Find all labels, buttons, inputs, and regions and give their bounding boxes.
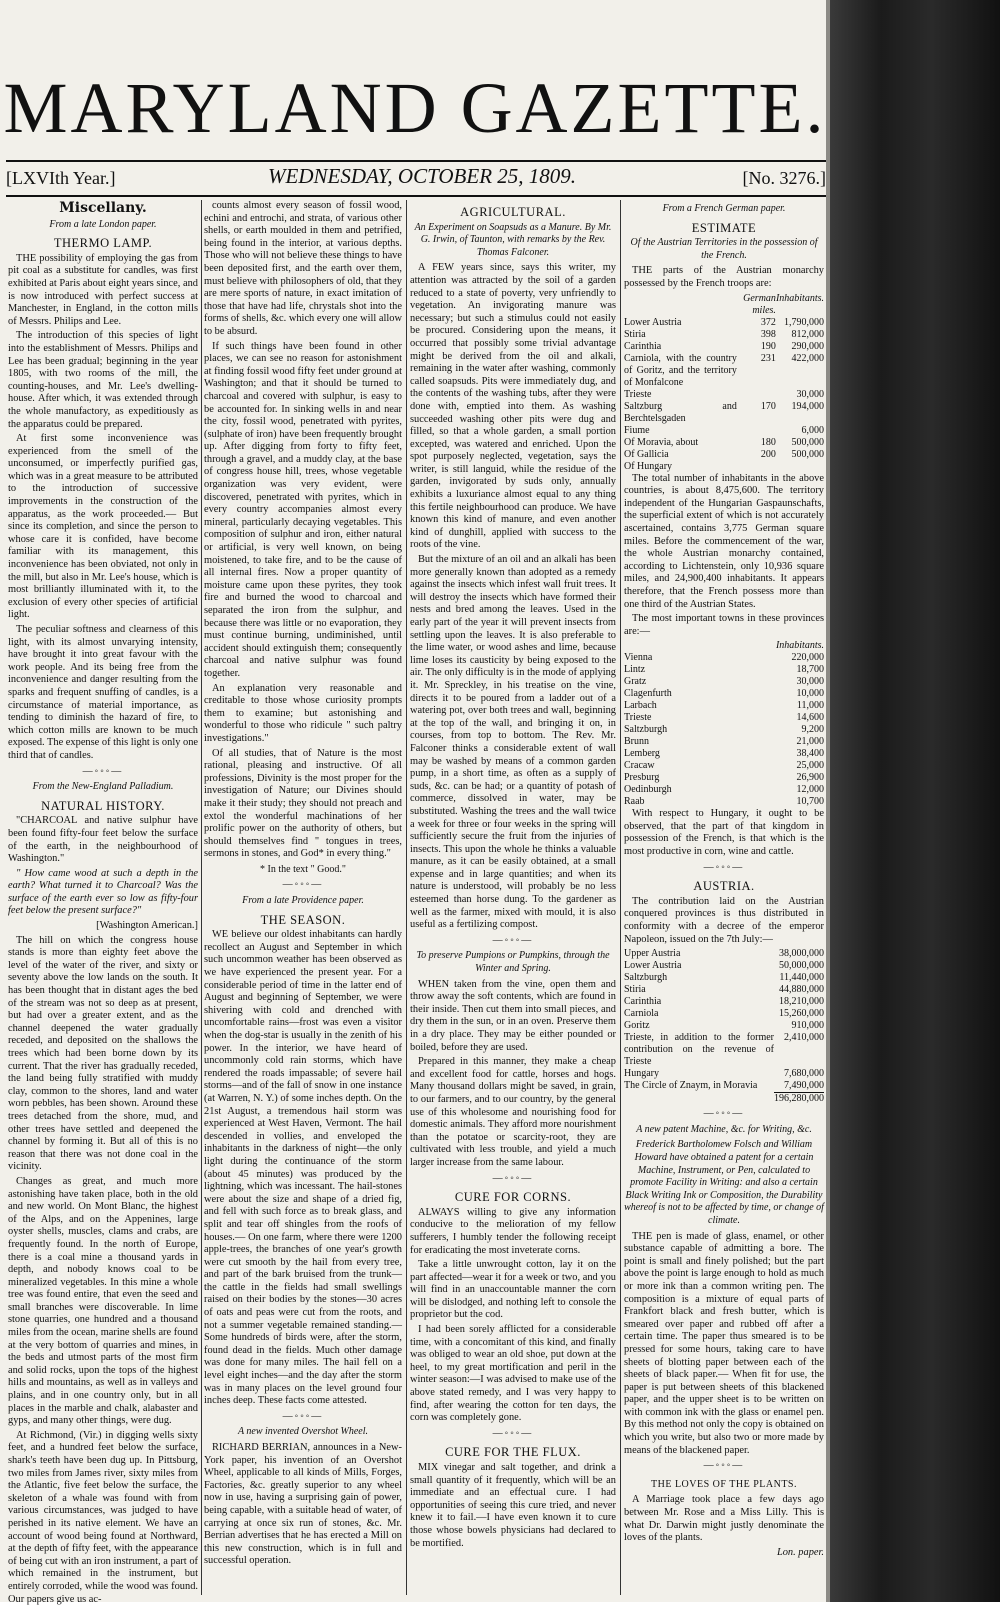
article-paragraph: Take a little unwrought cotton, lay it on the part affected—wear it for a week or two, and you will find in an unaccountable manner the corn will be dislodged, and nothing left to console the proprietor but the cod. (410, 1259, 616, 1321)
contribution-table (624, 948, 824, 1105)
section-separator: —◦◦◦— (82, 765, 124, 777)
table-cell: 372 (760, 316, 776, 328)
table-cell: 26,900 (796, 772, 824, 784)
table-cell: 11,440,000 (779, 972, 824, 984)
article-signature: Lon. paper. (776, 1546, 824, 1558)
column-2 (204, 200, 402, 1595)
table-cell: 10,000 (796, 688, 824, 700)
table-cell: 25,000 (796, 760, 824, 772)
table-row (624, 1093, 824, 1106)
article-title: AGRICULTURAL. (460, 205, 566, 219)
table-cell: Clagenfurth (624, 688, 672, 700)
table-row (624, 948, 824, 960)
table-row (624, 796, 824, 808)
table-cell: 38,400 (796, 748, 824, 760)
article-title: ESTIMATE (691, 220, 757, 235)
article-subtitle: Of the Austrian Territories in the possession of the French. (630, 237, 818, 261)
table-cell: Carniola (624, 1008, 659, 1020)
table-row (624, 425, 824, 437)
table-cell: 290,000 (791, 340, 824, 352)
footnote: * In the text " Good." (260, 863, 346, 875)
table-cell: Stiria (624, 984, 646, 996)
article-paragraph: Of all studies, that of Nature is the most rational, pleasing and instructive. Of all professions, Divinity is the most proper for the investigation of Nature; our Divines should make it their study; they should not preach and extol the wonderful machinations of her prolific power on the authority of others, but should themselves find " tongues in trees, sermons in stones, and God* in every thing." (204, 747, 402, 860)
table-row (624, 724, 824, 736)
table-cell: Lemberg (624, 748, 660, 760)
section-heading-miscellany: Miscellany. (59, 200, 147, 216)
section-separator: —◦◦◦— (703, 861, 745, 873)
article-paragraph: WE believe our oldest inhabitants can hardly recollect an August and September in which such uncommon weather has been observed as we have experienced the present year. For a considerable period of time in the latter end of August and beginning of September, we were shivering with cold and drenched with uncomfortable rains—frost was even a visitor when the dog-star is usually in the zenith of his power. In the interior, we have heard of uncommonly cold rain storms, which have rendered the roads impassable; of severe hail storms—and of the fall of snow in one instance (at Warren, N. Y.) of some inches depth. On the 21st August, a tremendous hail storm was experienced at West Haven, Vermont. The hail descended in vollies, and enveloped the inhabitants in the darkness of night—the only light during the continuance of the storm (about 45 minutes) was produced by the lightning, which was incessant. The hail-stones were about the size and shape of a dried fig, and fell with such force as to break glass, and split and tear off shingles from the roofs of houses.— On one farm, where there were 1200 apple-trees, the branches of one year's growth were cut smooth by the hail from every tree, and part of the bark bruised from the trunk—the cattle in the fields had small swellings raised on their bodies by the stones—30 acres of oats and peas were cut from the roots, and not a summer vegetable remained standing.— Some hundreds of birds were, after the storm, found dead in the fields. Much other damage was done for many miles. The hail fell on a level eight inches—and the day after the storm was in many places on the level ground four inches deep. These facts come attested. (204, 929, 402, 1407)
table-row (624, 353, 824, 389)
article-title: CURE FOR CORNS. (454, 1190, 572, 1205)
table-row (624, 1080, 824, 1093)
article-paragraph: The most important towns in these provinces are:— (624, 613, 824, 637)
table-cell: 2,410,000 (784, 1032, 824, 1044)
table-cell: Gratz (624, 676, 647, 688)
table-cell: 200 (760, 448, 776, 460)
table-row (624, 996, 824, 1008)
table-cell: 422,000 (791, 352, 824, 364)
table-row (624, 401, 824, 425)
table-cell: 500,000 (791, 436, 824, 448)
table-row (624, 664, 824, 676)
section-separator: —◦◦◦— (703, 1108, 745, 1120)
table-row (624, 712, 824, 724)
article-paragraph: MIX vinegar and salt together, and drink a small quantity of it frequently, which will be an immediate and an effectual cure. I had opportunities of seeing this cure tried, and never knew it to fail.—I have even known it to cure those whose bowels physicians had declared to be mortified. (410, 1462, 616, 1549)
table-cell: Fiume (624, 424, 650, 436)
table-cell (624, 1093, 774, 1106)
table-cell: The Circle of Znaym, in Moravia (624, 1080, 758, 1092)
table-cell: 7,680,000 (784, 1068, 824, 1080)
article-source: From a late Providence paper. (242, 895, 364, 907)
table-row (624, 784, 824, 796)
table-header-inhabitants: Inhabitants. (775, 292, 824, 304)
table-cell: 220,000 (791, 652, 824, 664)
table-row (624, 700, 824, 712)
article-source: From the New-England Palladium. (32, 781, 174, 793)
table-cell: 910,000 (791, 1020, 824, 1032)
table-cell: Upper Austria (624, 948, 681, 960)
table-cell: Lower Austria (624, 316, 682, 328)
table-cell: 15,260,000 (779, 1008, 824, 1020)
table-cell: 21,000 (796, 736, 824, 748)
table-cell: 44,880,000 (779, 984, 824, 996)
article-subtitle: To preserve Pumpions or Pumpkins, through the Winter and Spring. (416, 950, 610, 975)
table-cell: Brunn (624, 736, 649, 748)
table-cell: 1,790,000 (784, 316, 824, 328)
masthead-title: MARYLAND GAZETTE. (3, 68, 827, 148)
table-cell: Vienna (624, 652, 653, 664)
article-paragraph: counts almost every season of fossil wood, echini and entrochi, and strata, of various other shells, or earth moulded in them and petrified, being found in the interior, at various depths. Those who will not believe these things to have been deposited first, and the earth over them, must believe with philosophers of old, that they are mere sports of nature, in exact imitation of those that have had life, chrystals shot into the forms of shells, &c. which every one will allow to be absurd. (204, 200, 402, 337)
article-paragraph: The peculiar softness and clearness of this light, with its almost unvarying intensity, have brought it into great favour with the work people. And its being free from the inconvenience and danger resulting from the sparks and frequent snuffing of candles, is a circumstance of material importance, as tending to diminish the hazard of fire, to which cotton mills are known to be much exposed. The expense of this light is only one third that of candles. (8, 624, 198, 761)
article-paragraph: Prepared in this manner, they make a cheap and excellent food for cattle, horses and hogs. Many thousand dollars might be saved, in grain, to our farmers, and to our country, by the general use of this wholesome and nourishing food for domestic animals. They afford more nourishment than the potatoe or scarcity-root, they are cultivated with less trouble, and yield a much larger increase from the same labour. (410, 1056, 616, 1168)
article-paragraph: RICHARD BERRIAN, announces in a New-York paper, his invention of an Overshot Wheel, applicable to all kinds of Mills, Forges, Factories, &c. greatly superior to any wheel now in use, having a surprising gain of power, being capable, with a suitable head of water, of carrying at once six run of stones, &c. Mr. Berrian advertises that he has erected a Mill on this new construction, which is in full and successful operation. (204, 1442, 402, 1567)
table-row (624, 972, 824, 984)
table-cell: Larbach (624, 700, 657, 712)
article-paragraph: If such things have been found in other places, we can see no reason for astonishment at finding fossil wood fifty feet under ground at Washington; and that it should be turned to charcoal and covered with sulphur, is easy to be accounted for. In sinking wells in and near the city, fossil wood, penetrated with pyrites, (sulphate of iron) have been frequently brought up. After digging from forty to fifty feet, through a gravel, and a muddy clay, at the base of congress house hill, trees, whose vegetable organization was very evident, were discovered, penetrated with pyrites, which in every country accompanies almost every mineral, particularly decaying vegetables. This composition of sulphur and iron, either natural or artificial, is very well known, on being moistened, to take fire, and to be the cause of all internal fires. Now a proper quantity of moisture came upon these pyrites, they took fire and burned the wood to charcoal and separated the iron from the sulphur, and because there was little or no evaporation, they must continue burning, undiminished, until accident should extinguish them; consequently charcoal and native sulphur was found together. (204, 340, 402, 679)
issue-number: [No. 3276.] (742, 168, 826, 188)
table-cell: Trieste (624, 712, 652, 724)
article-paragraph: An explanation very reasonable and creditable to those whose curiosity prompts them to examine; but astonishing and wonderful to those who ridicule " such paltry investigations." (204, 682, 402, 744)
table-cell: Trieste, in addition to the former contribution on the revenue of Trieste (624, 1032, 774, 1068)
table-cell: 194,000 (791, 400, 824, 412)
table-row (624, 760, 824, 772)
column-divider-3 (620, 200, 621, 1595)
article-paragraph: The hill on which the congress house stands is more than eighty feet above the level of the water of the river, and sixty or seventy above the low lands on the south. It has been thought that in distant ages the bed of the stream was not so deep as at present, but had over a greater extent, and as the channel deepened the water gradually receded, and deposited on the shallows the trees which had been borne down by its current. That the river has gradually receded, the land being fully stratified with muddy clay, common to the shores, land and water worn pebbles, has been shown. Around these trees detached from the shore, mud, and other trees have settled and deepened the channel by forming it. But all of this is no reason that there was not done coal in the vicinity. (8, 934, 198, 1173)
article-paragraph: A FEW years since, says this writer, my attention was attracted by the soil of a garden reduced to a state of poverty, very unfriendly to vegetation. An invigorating manure was necessary; but such a stimulus could not easily be procured. Considering upon the means, it occurred that possibly some trivial advantage might be derived from the oil and alkali, remaining in the water after washing, commonly called soapsuds. Pits were immediately dug, and the contents of the washing tubs, after they were done with, emptied into them. As washing succeeded washing other pits were dug and filled, so that a whole garden, a small portion excepted, was watered and enriched. Upon the spot purposely neglected, vegetation, says the writer, is still languid, while the residue of the garden, invigorated by suds only, annually exhibits a luxuriance almost equal to any thing this fertile neighbourhood can produce. We have known this kind of manure, and even another kind of dunghill, applied with success to the roots of the vine. (410, 262, 616, 551)
table-cell: Stiria (624, 328, 646, 340)
article-paragraph: THE pen is made of glass, enamel, or other substance capable of admitting a bore. The point is small and finely polished; but the part above the point is large enough to hold as much or more ink than a common writing pen. The composition is a mixture of equal parts of Frankfort black and fresh butter, which is smeared over paper and rubbed off after a certain time. The paper thus smeared is to be pressed for some hours, taking care to have sheets of blotting paper between each of the sheets of black paper.— When fit for use, the paper is put between sheets of this blackened paper, and the upper sheet is to be written on with common ink with the glass or enamel pen. By this method not only the copy is obtained on which you write, but also two or more made by means of the blackened paper. (624, 1230, 824, 1456)
table-row (624, 317, 824, 329)
book-binding-spine (830, 0, 1000, 1602)
table-row (624, 688, 824, 700)
table-cell: Goritz (624, 1020, 650, 1032)
table-cell: 500,000 (791, 448, 824, 460)
table-cell (737, 461, 776, 473)
table-cell (737, 389, 776, 401)
article-title: CURE FOR THE FLUX. (445, 1445, 581, 1460)
table-cell: 11,000 (796, 700, 824, 712)
article-paragraph: At first some inconvenience was experienced from the smell of the unconsumed, or imperfectly purified gas, which was in a great measure to be attributed to the introduction of successive improvements in the construction of the apparatus, as the work proceeded.— But since its completion, and since the person to whose care it is confided, have become familiar with its management, this inconvenience has been obviated, not only in the mill, but also in Mr. Lee's house, which is most brilliantly illuminated with it, to the exclusion of every other species of artificial light. (8, 433, 198, 621)
table-cell: Saltzburgh (624, 724, 668, 736)
table-cell: Saltzburgh (624, 972, 668, 984)
dateline-top-rule (6, 160, 826, 162)
section-separator: —◦◦◦— (492, 934, 534, 946)
article-paragraph: I had been sorely afflicted for a considerable time, with a concomitant of this kind, and finally was obliged to wear an old shoe, put down at the heel, to my great mortification and peril in the winter season:—I was advised to make use of the above stated remedy, and I was very happy to find, after wearing the cotton for ten days, the corn was completely gone. (410, 1324, 616, 1424)
column-divider-2 (406, 200, 407, 1595)
article-title: AUSTRIA. (693, 879, 755, 894)
table-row (624, 461, 824, 473)
article-paragraph: " How came wood at such a depth in the earth? What turned it to Charcoal? Was the surface of the earth ever so low as fifty-four feet below the present surface?" (8, 867, 198, 917)
table-cell: Cracaw (624, 760, 655, 772)
table-cell: Of Gallicia (624, 448, 669, 460)
table-row (624, 437, 824, 449)
issue-date: WEDNESDAY, OCTOBER 25, 1809. (268, 164, 577, 188)
table-cell: Hungary (624, 1068, 659, 1080)
article-paragraph: But the mixture of an oil and an alkali has been more generally known than adopted as a remedy against the insects which infest wall fruit trees. It will destroy the insects which have formed their nests and bred among the leaves. Used in the early part of the year it will prevent insects from settling upon the leaves. It is also preferable to the lime water, or wood ashes and lime, because lime loses its causticity by being exposed to the air. The only difficulty is in the mode of applying it. Mr. Spreckley, in his treatise on the vine, directs it to be poured from a ladder out of a watering pot, over both trees and wall, beginning at the top of the wall, and bringing it on, in courses, from top to bottom. The Rev. Mr. Falconer thinks a considerable extent of wall may be washed by means of a common garden pump, in a short time, as often as a supply of suds, &c. can be had; or a quantity of potash of commerce, dissolved in water, may be substituted. Washing the trees and the wall twice a week for three or four weeks in the spring will sufficiently secure the fruit from the injuries of insects. This upon the whole he thinks a valuable manure, as it can be easily obtained, at a small expense and in large quantities; and when its nature is understood, will probably be no less esteemed than horse dung. To the gardener as well as the farmer, mixed with mould, it is also useful as a fertilizing compost. (410, 554, 616, 931)
article-subtitle: An Experiment on Soapsuds as a Manure. By Mr. G. Irwin, of Taunton, with remarks by the Rev. Thomas Falconer. (414, 221, 612, 258)
article-signature: [Washington American.] (96, 920, 198, 932)
table-cell: 50,000,000 (779, 960, 824, 972)
column-divider-1 (201, 200, 202, 1595)
column-1 (8, 200, 198, 1605)
dateline-bottom-rule (6, 195, 826, 197)
table-cell: 812,000 (791, 328, 824, 340)
towns-table (624, 640, 824, 808)
table-cell: Carinthia (624, 340, 662, 352)
article-paragraph: THE possibility of employing the gas from pit coal as a substitute for candles, was first exhibited at Paris about eight years since, and is now introduced with perfect success at Manchester, in England, in the cotton mills of Messrs. Philips and Lee. (8, 252, 198, 327)
table-cell: Raab (624, 796, 645, 808)
table-cell: 12,000 (796, 784, 824, 796)
table-cell: 180 (760, 436, 776, 448)
article-source: A new invented Overshot Wheel. (237, 1426, 369, 1438)
article-paragraph: With respect to Hungary, it ought to be observed, that the part of that kingdom in possession of the French, is that which is the most productive in corn, wine and cattle. (624, 808, 824, 858)
article-source: A new patent Machine, &c. for Writing, &c. (636, 1123, 812, 1135)
table-header-row (624, 640, 824, 652)
table-cell: 231 (760, 352, 776, 364)
table-row (624, 341, 824, 353)
table-cell: Presburg (624, 772, 660, 784)
article-source: From a French German paper. (662, 203, 786, 214)
article-paragraph: "CHARCOAL and native sulphur have been found fifty-four feet below the surface of the earth, in the neighbourhood of Washington." (8, 815, 198, 865)
article-paragraph: WHEN taken from the vine, open them and throw away the soft contents, which are found in their inside. Then cut them into small pieces, and dry them in the sun, or in an oven. Preserve them in a dry place. They may be either pounded or boiled, before they are used. (410, 978, 616, 1053)
table-cell: 170 (760, 400, 776, 412)
table-cell: 9,200 (801, 724, 824, 736)
table-row (624, 1008, 824, 1020)
table-header-miles: German miles. (743, 292, 776, 316)
table-row (624, 1020, 824, 1032)
table-cell (776, 461, 824, 473)
table-cell: Carniola, with the country of Goritz, and the territory of Monfalcone (624, 352, 737, 388)
table-cell: 14,600 (796, 712, 824, 724)
section-separator: —◦◦◦— (703, 1460, 745, 1472)
article-paragraph: The total number of inhabitants in the above countries, is about 8,475,600. The territory independent of the Hungarian Gaspaunschafts, the superficial extent of which is not accurately ascertained, contains 3,775 German square miles. Before the commencement of the war, the whole Austrian monarchy contained, according to Lichtenstein, only 10,936 square miles, and 24,900,400 inhabitants. It appears therefore, that the French possess more than one third of the Austrian States. (624, 472, 824, 610)
table-cell: Oedinburgh (624, 784, 672, 796)
table-row (624, 748, 824, 760)
column-4 (624, 200, 824, 1595)
article-title: THE SEASON. (260, 912, 346, 927)
table-cell: Trieste (624, 388, 652, 400)
table-cell: 398 (760, 328, 776, 340)
table-cell: 190 (760, 340, 776, 352)
table-cell: 10,700 (796, 796, 824, 808)
dateline (6, 164, 826, 194)
table-header-inhabitants: Inhabitants. (775, 640, 824, 652)
column-3 (410, 200, 616, 1595)
table-row (624, 736, 824, 748)
table-cell: Of Hungary (624, 460, 673, 472)
article-source: From a late London paper. (49, 218, 157, 230)
article-paragraph: A Marriage took place a few days ago between Mr. Rose and a Miss Lilly. This is what Dr. Darwin might justly denominate the loves of the plants. (624, 1494, 824, 1544)
table-row (624, 449, 824, 461)
table-cell: Saltzburg and Berchtelsgaden (624, 400, 737, 424)
territories-table (624, 293, 824, 473)
table-row (624, 676, 824, 688)
section-separator: —◦◦◦— (282, 1410, 324, 1422)
article-title: THERMO LAMP. (53, 236, 153, 251)
table-cell: 38,000,000 (779, 948, 824, 960)
table-row (624, 652, 824, 664)
table-row (624, 984, 824, 996)
table-row (624, 960, 824, 972)
article-subtitle: Frederick Bartholomew Folsch and William Howard have obtained a patent for a certain Machine, Instrument, or Pen, calculated to promote Facility in Writing: and also a certain Black Writing Ink or Composition, the Durability whereof is not to be affected by time, or change of climate. (624, 1139, 824, 1226)
article-paragraph: Changes as great, and much more astonishing have taken place, both in the old and new world. On Mont Blanc, the highest of the Alps, and on the Appenines, large oyster shells, muscles, clams and crabs, are frequently found. In the north of Europe, there is a coal mine a thousand yards in depth, and nobody knows coal to be mineralized vegetables. In this mine a whole tree was found entire, that even the seed and small branches were discoverable. In lime stone quarries, one hundred and a thousand miles from the ocean, marine shells are found at the very bottom of quarries and mines, in the beds and utmost parts of the most firm and solid rocks, upon the tops of the highest hills and mountains, as well as in valleys and plains, and in one country only, but in all places in the marble and chalk, alabaster and gyps, and many other things, were dug. (8, 1175, 198, 1427)
table-cell: Of Moravia, about (624, 436, 699, 448)
table-cell: 30,000 (796, 676, 824, 688)
article-paragraph: ALWAYS willing to give any information conducive to the melioration of my fellow sufferers, I humbly tender the following receipt for eradicating the most inveterate corns. (410, 1206, 616, 1256)
article-title: THE LOVES OF THE PLANTS. (651, 1478, 797, 1490)
section-separator: —◦◦◦— (492, 1172, 534, 1184)
table-cell: 18,700 (796, 664, 824, 676)
section-separator: —◦◦◦— (492, 1427, 534, 1439)
table-row (624, 329, 824, 341)
table-row (624, 1032, 824, 1068)
section-separator: —◦◦◦— (282, 879, 324, 891)
table-cell: Lintz (624, 664, 646, 676)
volume-year: [LXVIth Year.] (6, 168, 116, 188)
table-cell: 18,210,000 (779, 996, 824, 1008)
table-cell (737, 425, 776, 437)
table-cell: 7,490,000 (784, 1080, 824, 1092)
table-row (624, 772, 824, 784)
table-cell: 196,280,000 (774, 1093, 824, 1105)
table-row (624, 1068, 824, 1080)
article-paragraph: The introduction of this species of light into the establishment of Messrs. Philips and Lee has been gradual; beginning in the year 1805, with two rooms of the mill, the counting-houses, and Mr. Lee's dwelling-house. After which, it was extended through the whole manufactory, as expeditiously as the apparatus could be prepared. (8, 330, 198, 430)
table-cell: Lower Austria (624, 960, 682, 972)
article-paragraph: At Richmond, (Vir.) in digging wells sixty feet, and a hundred feet below the surface, shark's teeth have been dug up. In Pittsburg, two miles from James river, sixty miles from the Atlantic, five feet below the surface, the skeleton of a whale was found with from various circumstances, was judged to have perished in its native element. We have an account of wood being found at Northward, at the depth of fifty feet, with the appearance of being cut with an iron instrument, a part of which remained in the instrument, but entirely corroded, while the wood was found. Our papers give us ac- (8, 1429, 198, 1605)
table-row (624, 389, 824, 401)
article-paragraph: THE parts of the Austrian monarchy possessed by the French troops are: (624, 265, 824, 289)
table-cell: 30,000 (796, 388, 824, 400)
article-title: NATURAL HISTORY. (41, 798, 165, 813)
table-cell: 6,000 (801, 424, 824, 436)
article-paragraph: The contribution laid on the Austrian conquered provinces is thus distributed in conformity with a decree of the emperor Napoleon, issued on the 7th July:— (624, 895, 824, 945)
table-header-row (624, 293, 824, 317)
table-cell: Carinthia (624, 996, 662, 1008)
